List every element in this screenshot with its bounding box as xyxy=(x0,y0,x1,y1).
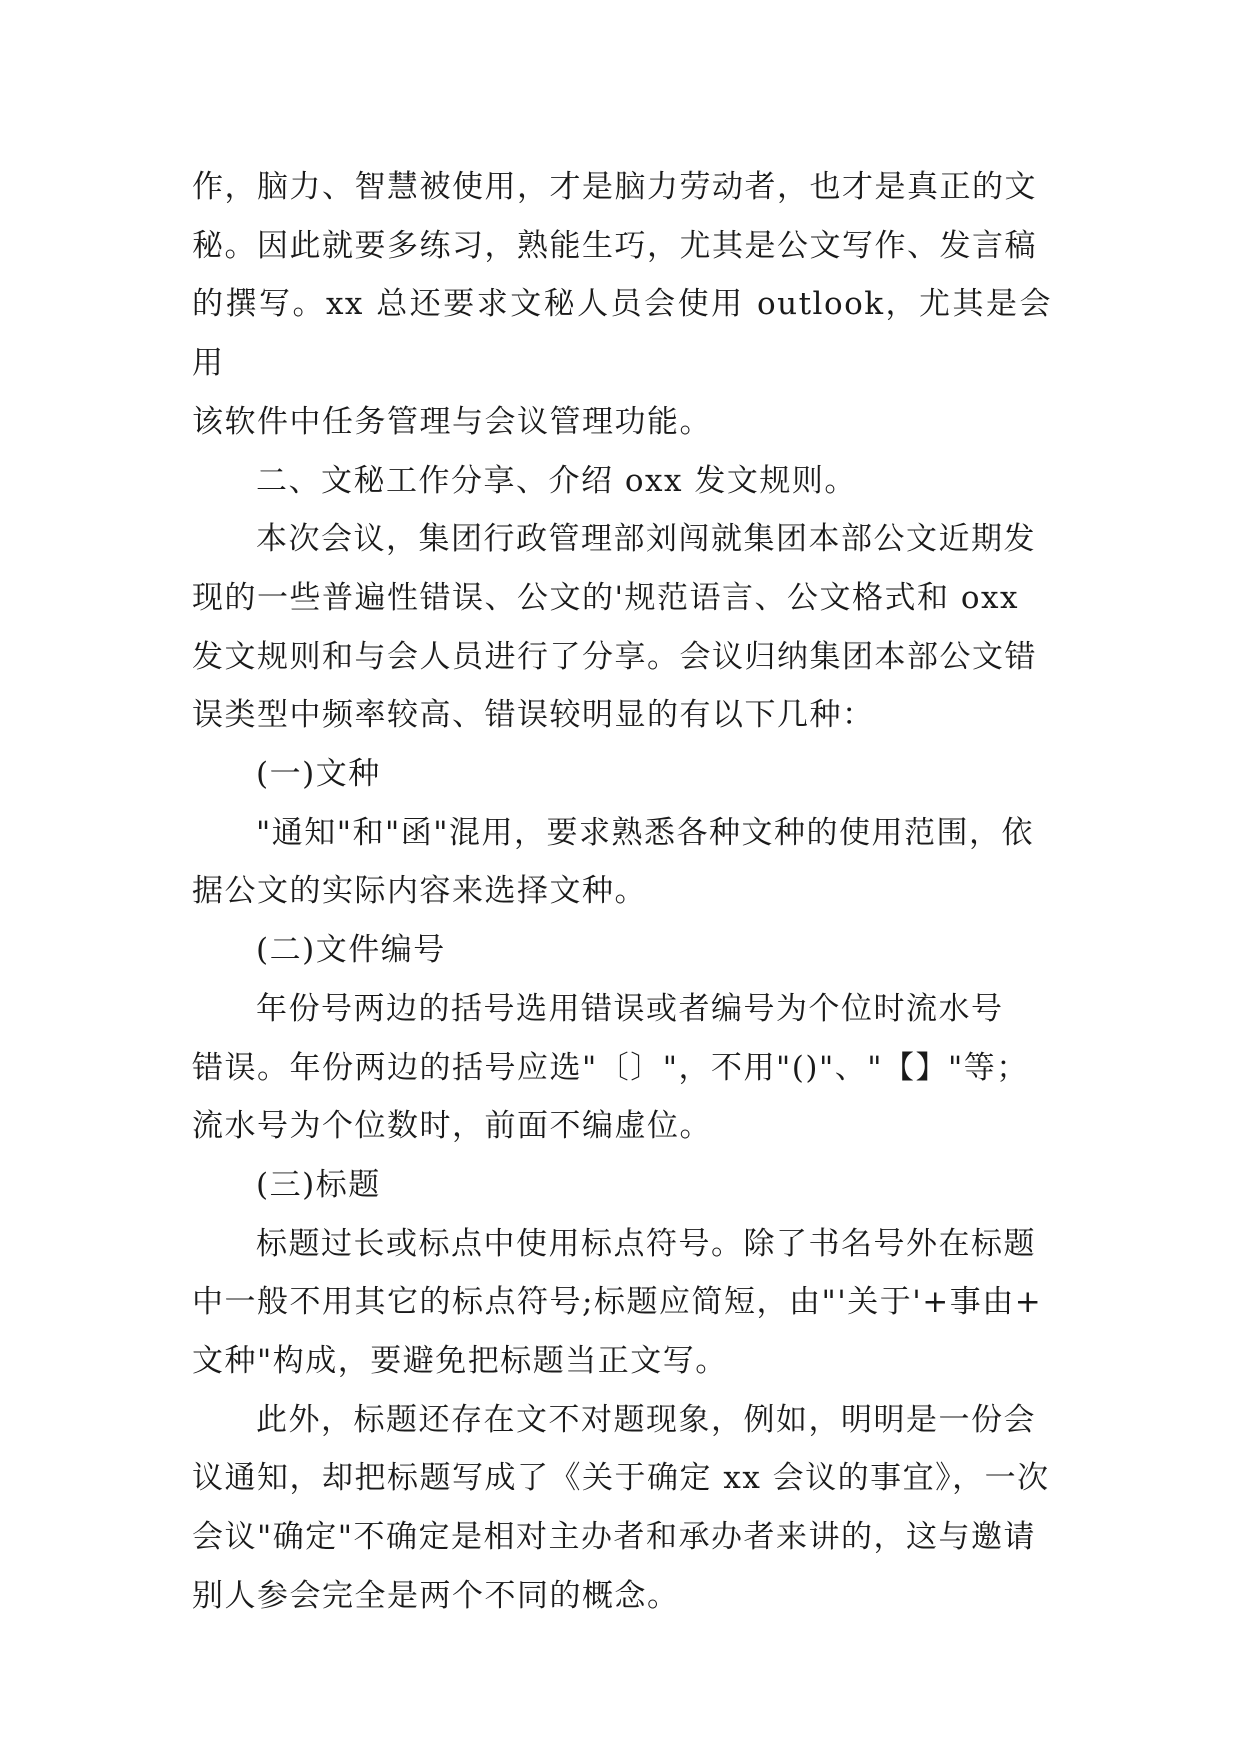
text-line: 现的一些普遍性错误、公文的'规范语言、公文格式和 oxx xyxy=(192,579,1020,616)
text-line: 该软件中任务管理与会议管理功能。 xyxy=(192,403,712,440)
text-line: 的撰写。xx 总还要求文秘人员会使用 outlook，尤其是会用 xyxy=(192,286,1052,382)
text-line: 秘。因此就要多练习，熟能生巧，尤其是公文写作、发言稿 xyxy=(192,227,1037,264)
text-line: 错误。年份两边的括号应选"〔〕"，不用"()"、"【】"等； xyxy=(192,1049,1029,1086)
subsection-heading xyxy=(192,1156,1052,1215)
text-line: 文种"构成，要避免把标题当正文写。 xyxy=(192,1343,728,1380)
body-paragraph xyxy=(192,1391,1052,1626)
text-line: 误类型中频率较高、错误较明显的有以下几种： xyxy=(192,697,875,734)
subsection-heading xyxy=(192,921,1052,980)
document-body xyxy=(192,158,1052,1626)
text-line: 据公文的实际内容来选择文种。 xyxy=(192,873,647,910)
text-line: (三)标题 xyxy=(256,1166,381,1203)
section-heading xyxy=(192,452,1052,511)
text-line: 作，脑力、智慧被使用，才是脑力劳动者，也才是真正的文 xyxy=(192,169,1037,205)
text-line: (一)文种 xyxy=(256,756,381,793)
text-line: 会议"确定"不确定是相对主办者和承办者来讲的，这与邀请 xyxy=(192,1519,1037,1556)
body-paragraph xyxy=(192,1215,1052,1391)
text-line: 流水号为个位数时，前面不编虚位。 xyxy=(192,1108,712,1145)
body-paragraph xyxy=(192,510,1052,745)
text-line: 年份号两边的括号选用错误或者编号为个位时流水号 xyxy=(256,990,1004,1027)
body-paragraph xyxy=(192,804,1052,921)
text-line: 标题过长或标点中使用标点符号。除了书名号外在标题 xyxy=(256,1225,1036,1262)
text-line: 此外，标题还存在文不对题现象，例如，明明是一份会 xyxy=(256,1401,1036,1438)
body-paragraph xyxy=(192,980,1052,1156)
subsection-heading xyxy=(192,745,1052,804)
text-line: "通知"和"函"混用，要求熟悉各种文种的使用范围，依 xyxy=(256,814,1035,851)
text-line: 别人参会完全是两个不同的概念。 xyxy=(192,1577,680,1614)
text-line: 发文规则和与会人员进行了分享。会议归纳集团本部公文错 xyxy=(192,638,1037,675)
text-line: 议通知，却把标题写成了《关于确定 xx 会议的事宜》，一次 xyxy=(192,1460,1050,1497)
body-paragraph xyxy=(192,158,1052,452)
text-line: 中一般不用其它的标点符号;标题应简短，由"'关于'+事由+ xyxy=(192,1284,1043,1321)
text-line: (二)文件编号 xyxy=(256,932,446,969)
text-line: 本次会议，集团行政管理部刘闯就集团本部公文近期发 xyxy=(256,521,1036,558)
text-line: 二、文秘工作分享、介绍 oxx 发文规则。 xyxy=(256,462,857,499)
